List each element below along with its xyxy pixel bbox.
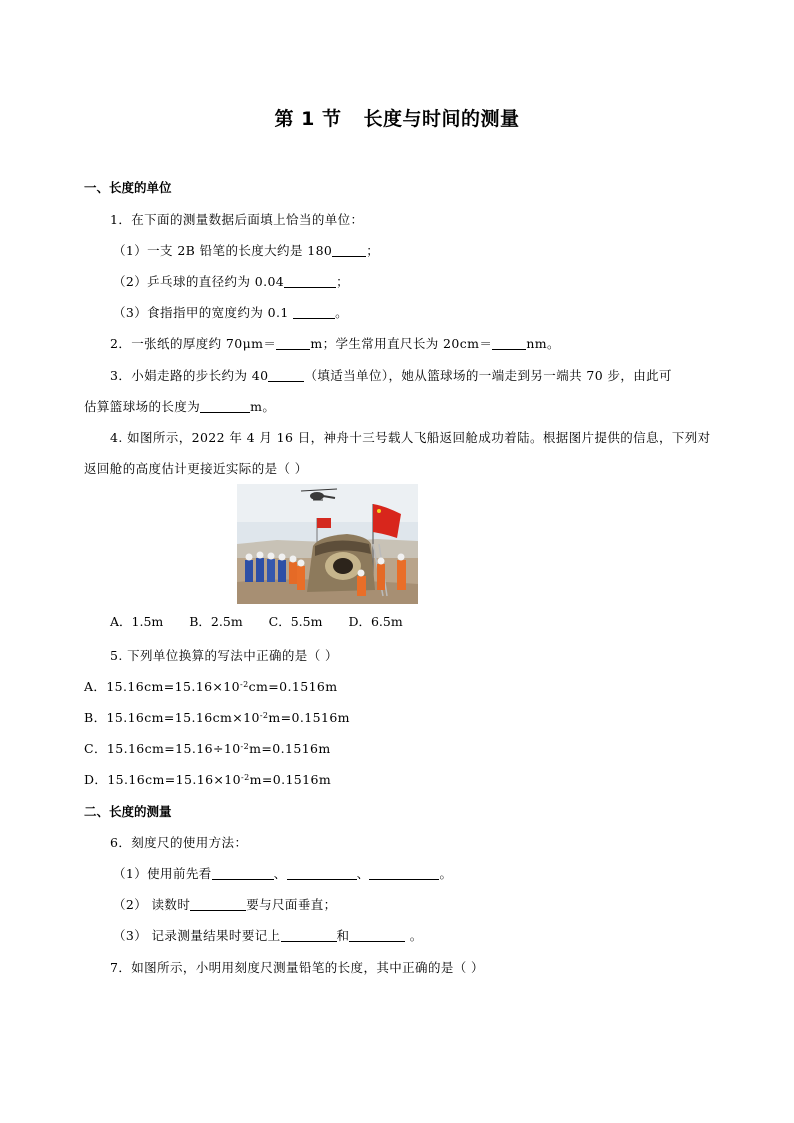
answer-blank[interactable] <box>349 929 405 942</box>
option-b[interactable]: B．2.5m <box>189 614 243 629</box>
answer-blank[interactable] <box>200 400 250 413</box>
section-heading-measurement: 二、长度的测量 <box>84 804 172 819</box>
section-heading-units: 一、长度的单位 <box>84 180 172 195</box>
answer-blank[interactable] <box>287 867 357 880</box>
answer-blank[interactable] <box>276 337 310 350</box>
answer-blank[interactable] <box>212 867 274 880</box>
q6-part-2: （2） 读数时 要与尺面垂直； <box>113 897 337 912</box>
capsule-landing-photo <box>237 484 418 604</box>
q1-part-c: （3）食指指甲的宽度约为 0.1 。 <box>113 305 348 320</box>
q4-options <box>110 612 425 630</box>
q6-part-1: （1）使用前先看 、 、 。 <box>113 866 453 881</box>
option-c[interactable]: C．5.5m <box>268 614 323 629</box>
answer-blank[interactable] <box>281 929 337 942</box>
q1-part-a: （1）一支 2B 铅笔的长度大约是 180 ； <box>113 243 380 258</box>
answer-blank[interactable] <box>369 867 439 880</box>
q3-line1: 3．小娟走路的步长约为 40 （填适当单位），她从篮球场的一端走到另一端共 70 步，由此可 <box>110 368 672 383</box>
page-title <box>0 104 794 131</box>
q5-option-b[interactable]: B．$15.16cm=15.16cm\times 10^{-2}m=0.1516m$ <box>84 710 350 725</box>
q7-stem: 7．如图所示，小明用刻度尺测量铅笔的长度，其中正确的是（ ） <box>110 960 484 975</box>
q1-stem: 1．在下面的测量数据后面填上恰当的单位： <box>110 212 364 227</box>
title-topic: 长度与时间的测量 <box>363 108 520 130</box>
q6-stem: 6．刻度尺的使用方法： <box>110 835 248 850</box>
q4-line1: 4. 如图所示，2022 年 4 月 16 日，神舟十三号载人飞船返回舱成功着陆。根据图片提供的信息，下列对 <box>110 430 711 445</box>
option-a[interactable]: A．1.5m <box>110 614 164 629</box>
answer-blank[interactable] <box>492 337 526 350</box>
q1-part-b: （2）乒乓球的直径约为 0.04 ； <box>113 274 350 289</box>
q6-part-3: （3） 记录测量结果时要记上 和 。 <box>113 928 423 943</box>
answer-blank[interactable] <box>332 244 366 257</box>
q3-line2: 估算篮球场的长度为 m。 <box>84 399 276 414</box>
answer-blank[interactable] <box>190 898 246 911</box>
title-section-number: 第 1 节 <box>274 108 342 130</box>
answer-blank[interactable] <box>293 306 335 319</box>
q5-option-d[interactable]: D．$15.16cm=15.16\times 10^{-2}m=0.1516m$ <box>84 772 332 787</box>
q5-stem: 5. 下列单位换算的写法中正确的是（ ） <box>110 648 338 663</box>
answer-blank[interactable] <box>268 369 304 382</box>
answer-blank[interactable] <box>284 275 336 288</box>
q5-option-a[interactable]: A．$15.16cm=15.16\times 10^{-2}cm=0.1516m$ <box>84 679 338 694</box>
q5-option-c[interactable]: C．$15.16cm=15.16\div 10^{-2}m=0.1516m$ <box>84 741 331 756</box>
option-d[interactable]: D．6.5m <box>348 614 403 629</box>
q2-line: 2．一张纸的厚度约 70μm＝ m；学生常用直尺长为 20cm＝ nm。 <box>110 336 560 351</box>
q4-line2: 返回舱的高度估计更接近实际的是（ ） <box>84 461 308 476</box>
